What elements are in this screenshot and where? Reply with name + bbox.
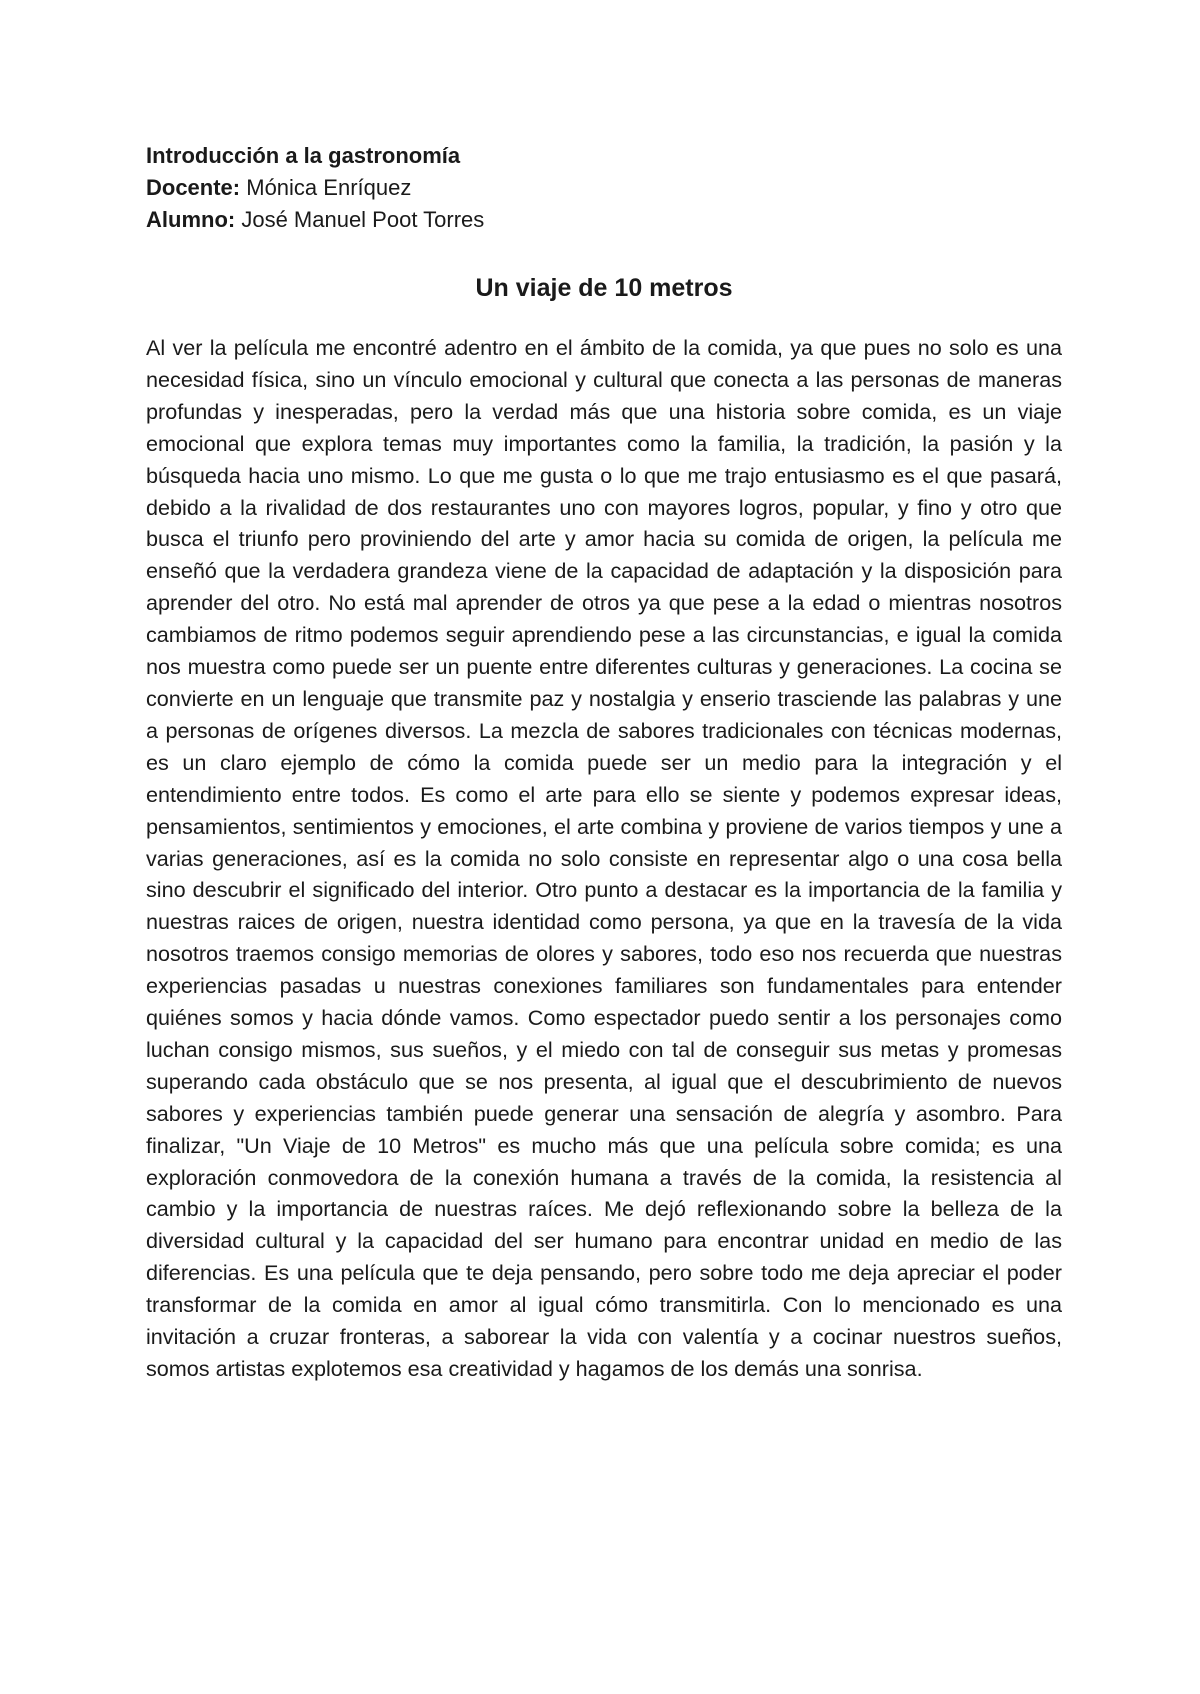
document-title: Un viaje de 10 metros	[475, 274, 733, 302]
student-line	[146, 204, 1062, 236]
course-title: Introducción a la gastronomía	[146, 143, 461, 168]
teacher-name: Mónica Enríquez	[246, 175, 412, 200]
student-name: José Manuel Poot Torres	[241, 207, 485, 232]
teacher-line	[146, 172, 1062, 204]
document-page	[146, 140, 1062, 1385]
teacher-label: Docente:	[146, 175, 241, 200]
course-name	[146, 140, 1062, 172]
essay-body: Al ver la película me encontré adentro en el ámbito de la comida, ya que pues no solo es una necesidad física, sino un vínculo emocional y cultural que conecta a las personas de maneras profundas y inesperadas, pero la verdad más que una historia sobre comida, es un viaje emocional que explora temas muy importantes como la familia, la tradición, la pasión y la búsqueda hacia uno mismo. Lo que me gusta o lo que me trajo entusiasmo es el que pasará, debido a la rivalidad de dos restaurantes uno con mayores logros, popular, y fino y otro que busca el triunfo pero proviniendo del arte y amor hacia su comida de origen, la película me enseñó que la verdadera grandeza viene de la capacidad de adaptación y la disposición para aprender del otro. No está mal aprender de otros ya que pese a la edad o mientras nosotros cambiamos de ritmo podemos seguir aprendiendo pese a las circunstancias, e igual la comida nos muestra como puede ser un puente entre diferentes culturas y generaciones. La cocina se convierte en un lenguaje que transmite paz y nostalgia y enserio trasciende las palabras y une a personas de orígenes diversos. La mezcla de sabores tradicionales con técnicas modernas, es un claro ejemplo de cómo la comida puede ser un medio para la integración y el entendimiento entre todos. Es como el arte para ello se siente y podemos expresar ideas, pensamientos, sentimientos y emociones, el arte combina y proviene de varios tiempos y une a varias generaciones, así es la comida no solo consiste en representar algo o una cosa bella sino descubrir el significado del interior. Otro punto a destacar es la importancia de la familia y nuestras raices de origen, nuestra identidad como persona, ya que en la travesía de la vida nosotros traemos consigo memorias de olores y sabores, todo eso nos recuerda que nuestras experiencias pasadas u nuestras conexiones familiares son fundamentales para entender quiénes somos y hacia dónde vamos. Como espectador puedo sentir a los personajes como luchan consigo mismos, sus sueños, y el miedo con tal de conseguir sus metas y promesas superando cada obstáculo que se nos presenta, al igual que el descubrimiento de nuevos sabores y experiencias también puede generar una sensación de alegría y asombro. Para finalizar, "Un Viaje de 10 Metros" es mucho más que una película sobre comida; es una exploración conmovedora de la conexión humana a través de la comida, la resistencia al cambio y la importancia de nuestras raíces. Me dejó reflexionando sobre la belleza de la diversidad cultural y la capacidad del ser humano para encontrar unidad en medio de las diferencias. Es una película que te deja pensando, pero sobre todo me deja apreciar el poder transformar de la comida en amor al igual cómo transmitirla. Con lo mencionado es una invitación a cruzar fronteras, a saborear la vida con valentía y a cocinar nuestros sueños, somos artistas explotemos esa creatividad y hagamos de los demás una sonrisa.	[146, 335, 1062, 1381]
student-label: Alumno:	[146, 207, 236, 232]
